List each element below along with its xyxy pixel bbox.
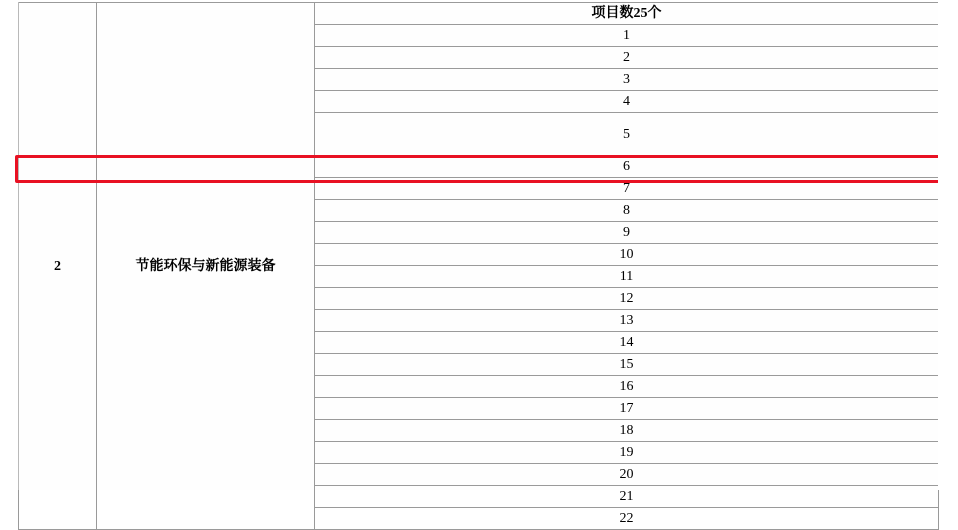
row-index-cell: 9 (315, 222, 939, 244)
row-index-cell: 22 (315, 508, 939, 530)
row-index-cell: 10 (315, 244, 939, 266)
page-left-margin (0, 2, 19, 490)
row-index-cell: 20 (315, 464, 939, 486)
row-index-cell: 7 (315, 178, 939, 200)
table-body (19, 3, 939, 530)
project-count-cell: 项目数25个 (315, 3, 939, 25)
project-list-table (18, 2, 939, 530)
row-index-cell: 19 (315, 442, 939, 464)
row-index-cell: 21 (315, 486, 939, 508)
row-index-cell: 16 (315, 376, 939, 398)
row-index-cell: 5 (315, 113, 939, 156)
table-header-row (19, 3, 939, 25)
row-index-cell: 15 (315, 354, 939, 376)
page-right-margin (938, 2, 958, 490)
row-index-cell: 17 (315, 398, 939, 420)
row-index-cell: 4 (315, 91, 939, 113)
row-index-cell: 6 (315, 156, 939, 178)
row-index-cell: 13 (315, 310, 939, 332)
document-page (0, 2, 958, 526)
row-index-cell: 3 (315, 69, 939, 91)
row-index-cell: 11 (315, 266, 939, 288)
category-number-cell: 2 (19, 3, 97, 530)
row-index-cell: 14 (315, 332, 939, 354)
row-index-cell: 8 (315, 200, 939, 222)
category-name-cell: 节能环保与新能源装备 (97, 3, 315, 530)
row-index-cell: 12 (315, 288, 939, 310)
row-index-cell: 2 (315, 47, 939, 69)
row-index-cell: 1 (315, 25, 939, 47)
row-index-cell: 18 (315, 420, 939, 442)
